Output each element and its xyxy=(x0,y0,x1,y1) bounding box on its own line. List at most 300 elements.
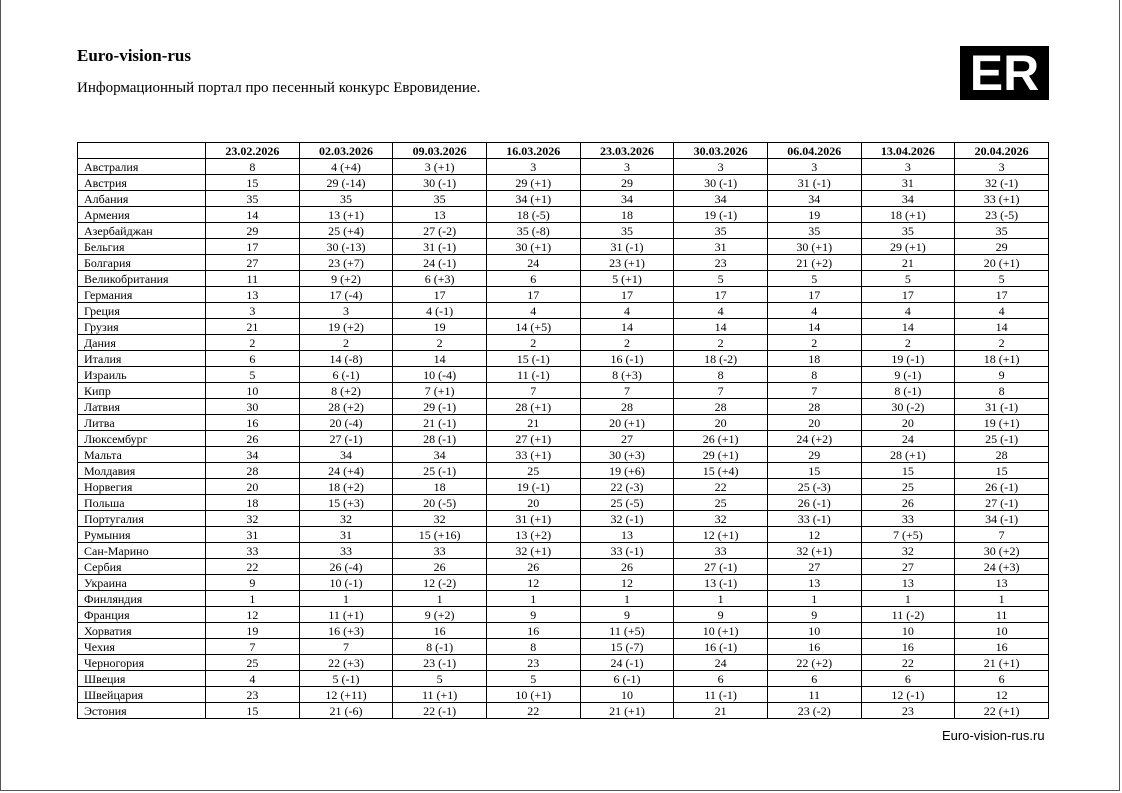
rank-cell: 28 (+2) xyxy=(299,399,393,415)
rank-cell: 32 (-1) xyxy=(955,175,1049,191)
rank-cell: 27 (-2) xyxy=(393,223,487,239)
date-column-header: 13.04.2026 xyxy=(861,143,955,159)
rank-cell: 25 xyxy=(861,479,955,495)
page-title: Euro-vision-rus xyxy=(77,46,191,65)
table-row xyxy=(78,511,1049,527)
table-row xyxy=(78,607,1049,623)
rank-cell: 11 (+1) xyxy=(299,607,393,623)
country-name-cell: Латвия xyxy=(78,399,206,415)
rank-cell: 4 xyxy=(206,671,300,687)
rank-cell: 25 (-1) xyxy=(393,463,487,479)
rank-cell: 6 xyxy=(861,671,955,687)
rank-cell: 33 (+1) xyxy=(955,191,1049,207)
date-column-header: 02.03.2026 xyxy=(299,143,393,159)
rank-cell: 14 (-8) xyxy=(299,351,393,367)
rank-cell: 12 (-2) xyxy=(393,575,487,591)
rank-cell: 32 (+1) xyxy=(486,543,580,559)
rank-cell: 10 xyxy=(206,383,300,399)
rank-cell: 28 (+1) xyxy=(486,399,580,415)
rank-cell: 12 xyxy=(767,527,861,543)
rank-cell: 1 xyxy=(955,591,1049,607)
rank-cell: 20 xyxy=(767,415,861,431)
rank-cell: 17 xyxy=(861,287,955,303)
rank-cell: 1 xyxy=(393,591,487,607)
rank-cell: 28 xyxy=(580,399,674,415)
rank-cell: 30 (+1) xyxy=(767,239,861,255)
rank-cell: 9 xyxy=(580,607,674,623)
rank-cell: 18 xyxy=(206,495,300,511)
rank-cell: 15 (+3) xyxy=(299,495,393,511)
rank-cell: 6 (+3) xyxy=(393,271,487,287)
rank-cell: 5 xyxy=(955,271,1049,287)
rank-cell: 1 xyxy=(767,591,861,607)
rank-cell: 8 xyxy=(767,367,861,383)
rank-cell: 7 xyxy=(206,639,300,655)
rank-cell: 21 (-1) xyxy=(393,415,487,431)
rank-cell: 26 xyxy=(206,431,300,447)
table-row xyxy=(78,655,1049,671)
rank-cell: 3 xyxy=(861,159,955,175)
rank-cell: 2 xyxy=(767,335,861,351)
table-row xyxy=(78,575,1049,591)
rank-cell: 10 xyxy=(580,687,674,703)
rank-cell: 19 (-1) xyxy=(861,351,955,367)
date-column-header: 30.03.2026 xyxy=(674,143,768,159)
rank-cell: 4 xyxy=(955,303,1049,319)
rank-cell: 2 xyxy=(955,335,1049,351)
rank-cell: 19 (+1) xyxy=(955,415,1049,431)
rank-cell: 27 (-1) xyxy=(955,495,1049,511)
table-row xyxy=(78,687,1049,703)
rank-cell: 26 xyxy=(486,559,580,575)
rank-cell: 2 xyxy=(580,335,674,351)
rank-cell: 3 xyxy=(767,159,861,175)
rank-cell: 16 xyxy=(486,623,580,639)
rank-cell: 32 (-1) xyxy=(580,511,674,527)
rank-cell: 16 xyxy=(767,639,861,655)
country-name-cell: Швейцария xyxy=(78,687,206,703)
date-column-header: 23.02.2026 xyxy=(206,143,300,159)
rank-cell: 22 (+1) xyxy=(955,703,1049,719)
date-column-header: 06.04.2026 xyxy=(767,143,861,159)
rank-cell: 16 xyxy=(206,415,300,431)
rank-cell: 5 xyxy=(393,671,487,687)
rank-cell: 2 xyxy=(486,335,580,351)
rank-cell: 7 xyxy=(674,383,768,399)
page-subtitle: Информационный портал про песенный конкурс Евровидение. xyxy=(77,80,481,96)
rank-cell: 27 (-1) xyxy=(299,431,393,447)
rank-cell: 34 xyxy=(393,447,487,463)
rank-cell: 31 (-1) xyxy=(767,175,861,191)
rank-cell: 13 (+2) xyxy=(486,527,580,543)
rank-cell: 32 (+1) xyxy=(767,543,861,559)
rank-cell: 35 xyxy=(674,223,768,239)
rank-cell: 20 (-5) xyxy=(393,495,487,511)
footer-site-link: Euro-vision-rus.ru xyxy=(942,728,1045,743)
country-name-cell: Австрия xyxy=(78,175,206,191)
rank-cell: 15 (+4) xyxy=(674,463,768,479)
rank-cell: 29 (-1) xyxy=(393,399,487,415)
rank-cell: 22 xyxy=(206,559,300,575)
rank-cell: 17 xyxy=(955,287,1049,303)
rank-cell: 16 (-1) xyxy=(580,351,674,367)
rank-cell: 2 xyxy=(674,335,768,351)
rank-cell: 22 (-1) xyxy=(393,703,487,719)
table-row xyxy=(78,383,1049,399)
rank-cell: 23 (-2) xyxy=(767,703,861,719)
rank-cell: 24 (-1) xyxy=(580,655,674,671)
rank-cell: 21 xyxy=(674,703,768,719)
rank-cell: 1 xyxy=(206,591,300,607)
rank-cell: 8 (-1) xyxy=(861,383,955,399)
table-row xyxy=(78,543,1049,559)
rank-cell: 19 (-1) xyxy=(486,479,580,495)
rank-cell: 24 (+4) xyxy=(299,463,393,479)
rank-cell: 20 xyxy=(861,415,955,431)
rank-cell: 34 xyxy=(767,191,861,207)
rank-cell: 17 xyxy=(486,287,580,303)
rank-cell: 28 xyxy=(206,463,300,479)
rank-cell: 15 xyxy=(955,463,1049,479)
rank-cell: 18 (+2) xyxy=(299,479,393,495)
rank-cell: 18 xyxy=(393,479,487,495)
rank-cell: 8 (-1) xyxy=(393,639,487,655)
date-column-header: 23.03.2026 xyxy=(580,143,674,159)
rank-cell: 9 (+2) xyxy=(299,271,393,287)
country-name-cell: Дания xyxy=(78,335,206,351)
rank-cell: 35 xyxy=(955,223,1049,239)
rank-cell: 11 xyxy=(955,607,1049,623)
rank-cell: 15 (-1) xyxy=(486,351,580,367)
rank-cell: 2 xyxy=(393,335,487,351)
rank-cell: 13 xyxy=(580,527,674,543)
rank-cell: 34 (+1) xyxy=(486,191,580,207)
rank-cell: 30 (-2) xyxy=(861,399,955,415)
country-name-cell: Израиль xyxy=(78,367,206,383)
table-row xyxy=(78,255,1049,271)
rank-cell: 19 xyxy=(767,207,861,223)
rank-cell: 15 (-7) xyxy=(580,639,674,655)
rank-cell: 29 (+1) xyxy=(861,239,955,255)
rank-cell: 17 xyxy=(767,287,861,303)
country-name-cell: Кипр xyxy=(78,383,206,399)
rank-cell: 35 xyxy=(299,191,393,207)
rank-cell: 34 xyxy=(861,191,955,207)
rank-cell: 19 xyxy=(206,623,300,639)
rank-cell: 23 (-5) xyxy=(955,207,1049,223)
rank-cell: 34 (-1) xyxy=(955,511,1049,527)
rank-cell: 1 xyxy=(861,591,955,607)
rank-cell: 13 xyxy=(767,575,861,591)
rank-cell: 23 xyxy=(206,687,300,703)
rank-cell: 18 (-5) xyxy=(486,207,580,223)
rank-cell: 12 xyxy=(580,575,674,591)
table-row xyxy=(78,463,1049,479)
rank-cell: 32 xyxy=(861,543,955,559)
rank-cell: 6 (-1) xyxy=(580,671,674,687)
rank-cell: 8 (+2) xyxy=(299,383,393,399)
rank-cell: 23 (+1) xyxy=(580,255,674,271)
rank-cell: 6 xyxy=(767,671,861,687)
rank-cell: 31 xyxy=(299,527,393,543)
rank-cell: 34 xyxy=(206,447,300,463)
rank-cell: 7 xyxy=(299,639,393,655)
country-name-cell: Бельгия xyxy=(78,239,206,255)
date-column-header: 20.04.2026 xyxy=(955,143,1049,159)
rank-cell: 14 xyxy=(861,319,955,335)
rank-cell: 15 xyxy=(767,463,861,479)
rank-cell: 9 xyxy=(674,607,768,623)
rank-cell: 26 (+1) xyxy=(674,431,768,447)
rank-cell: 27 xyxy=(861,559,955,575)
country-name-cell: Армения xyxy=(78,207,206,223)
rank-cell: 16 xyxy=(955,639,1049,655)
rank-cell: 29 xyxy=(767,447,861,463)
country-name-cell: Финляндия xyxy=(78,591,206,607)
rank-cell: 2 xyxy=(299,335,393,351)
rank-cell: 27 xyxy=(767,559,861,575)
country-name-cell: Швеция xyxy=(78,671,206,687)
rank-cell: 33 xyxy=(674,543,768,559)
rank-cell: 2 xyxy=(861,335,955,351)
table-row xyxy=(78,671,1049,687)
rank-cell: 31 xyxy=(674,239,768,255)
rank-cell: 26 (-1) xyxy=(955,479,1049,495)
rank-cell: 25 (-1) xyxy=(955,431,1049,447)
rank-cell: 21 xyxy=(861,255,955,271)
table-row xyxy=(78,239,1049,255)
rank-cell: 12 (-1) xyxy=(861,687,955,703)
rank-cell: 15 xyxy=(206,175,300,191)
table-row xyxy=(78,287,1049,303)
table-row xyxy=(78,191,1049,207)
country-name-cell: Франция xyxy=(78,607,206,623)
country-name-cell: Мальта xyxy=(78,447,206,463)
table-row xyxy=(78,159,1049,175)
rank-cell: 5 (+1) xyxy=(580,271,674,287)
rank-cell: 32 xyxy=(299,511,393,527)
rank-cell: 25 xyxy=(206,655,300,671)
rank-cell: 35 xyxy=(861,223,955,239)
rank-cell: 30 (+2) xyxy=(955,543,1049,559)
rank-cell: 4 xyxy=(674,303,768,319)
country-name-cell: Украина xyxy=(78,575,206,591)
table-corner-cell xyxy=(78,143,206,159)
rank-cell: 28 xyxy=(767,399,861,415)
rank-cell: 3 xyxy=(580,159,674,175)
table-row xyxy=(78,447,1049,463)
rank-cell: 24 xyxy=(861,431,955,447)
rank-cell: 17 xyxy=(674,287,768,303)
country-name-cell: Германия xyxy=(78,287,206,303)
table-row xyxy=(78,271,1049,287)
rank-cell: 10 xyxy=(767,623,861,639)
rank-cell: 29 xyxy=(955,239,1049,255)
rank-cell: 14 xyxy=(393,351,487,367)
rank-cell: 8 xyxy=(206,159,300,175)
rank-cell: 7 (+5) xyxy=(861,527,955,543)
rank-cell: 14 xyxy=(580,319,674,335)
rank-cell: 6 xyxy=(674,671,768,687)
country-name-cell: Австралия xyxy=(78,159,206,175)
table-row xyxy=(78,639,1049,655)
date-column-header: 16.03.2026 xyxy=(486,143,580,159)
rank-cell: 21 xyxy=(486,415,580,431)
rank-cell: 14 (+5) xyxy=(486,319,580,335)
rank-cell: 14 xyxy=(674,319,768,335)
rank-cell: 13 xyxy=(393,207,487,223)
rank-cell: 18 (-2) xyxy=(674,351,768,367)
rank-cell: 21 (+1) xyxy=(955,655,1049,671)
rank-cell: 24 (+3) xyxy=(955,559,1049,575)
table-row xyxy=(78,223,1049,239)
rank-cell: 5 xyxy=(486,671,580,687)
rank-cell: 9 (-1) xyxy=(861,367,955,383)
rank-cell: 13 xyxy=(955,575,1049,591)
rank-cell: 10 xyxy=(861,623,955,639)
rank-cell: 11 (+1) xyxy=(393,687,487,703)
rank-cell: 31 (-1) xyxy=(955,399,1049,415)
rank-cell: 6 xyxy=(486,271,580,287)
rank-cell: 22 xyxy=(674,479,768,495)
rank-cell: 9 xyxy=(206,575,300,591)
rank-cell: 11 xyxy=(206,271,300,287)
rank-cell: 21 xyxy=(206,319,300,335)
rank-cell: 35 xyxy=(206,191,300,207)
rank-cell: 9 (+2) xyxy=(393,607,487,623)
rank-cell: 31 (-1) xyxy=(393,239,487,255)
rank-cell: 3 (+1) xyxy=(393,159,487,175)
table-body xyxy=(78,159,1049,719)
rank-cell: 26 xyxy=(861,495,955,511)
rank-cell: 3 xyxy=(674,159,768,175)
rank-cell: 25 xyxy=(674,495,768,511)
table-row xyxy=(78,415,1049,431)
rank-cell: 25 (-5) xyxy=(580,495,674,511)
rank-cell: 29 (+1) xyxy=(486,175,580,191)
rank-cell: 3 xyxy=(299,303,393,319)
rank-cell: 30 (-1) xyxy=(674,175,768,191)
rank-cell: 5 xyxy=(674,271,768,287)
rank-cell: 33 (-1) xyxy=(767,511,861,527)
rank-cell: 6 (-1) xyxy=(299,367,393,383)
rank-cell: 31 xyxy=(861,175,955,191)
rank-cell: 33 xyxy=(206,543,300,559)
rank-cell: 21 (-6) xyxy=(299,703,393,719)
rank-cell: 30 (+3) xyxy=(580,447,674,463)
table-row xyxy=(78,495,1049,511)
rank-cell: 26 xyxy=(580,559,674,575)
rank-cell: 24 xyxy=(486,255,580,271)
rank-cell: 29 xyxy=(206,223,300,239)
rank-cell: 14 xyxy=(767,319,861,335)
table-row xyxy=(78,319,1049,335)
rank-cell: 3 xyxy=(955,159,1049,175)
rank-cell: 4 xyxy=(767,303,861,319)
rank-cell: 11 (+5) xyxy=(580,623,674,639)
rank-cell: 12 (+1) xyxy=(674,527,768,543)
rank-cell: 7 xyxy=(767,383,861,399)
rank-cell: 7 xyxy=(486,383,580,399)
rank-cell: 18 (+1) xyxy=(861,207,955,223)
ranking-table xyxy=(77,142,1049,719)
rank-cell: 15 xyxy=(206,703,300,719)
rank-cell: 23 xyxy=(486,655,580,671)
rank-cell: 10 (+1) xyxy=(674,623,768,639)
rank-cell: 8 (+3) xyxy=(580,367,674,383)
rank-cell: 13 (-1) xyxy=(674,575,768,591)
rank-cell: 3 xyxy=(486,159,580,175)
rank-cell: 12 xyxy=(955,687,1049,703)
rank-cell: 23 xyxy=(674,255,768,271)
rank-cell: 18 (+1) xyxy=(955,351,1049,367)
country-name-cell: Румыния xyxy=(78,527,206,543)
country-name-cell: Сербия xyxy=(78,559,206,575)
rank-cell: 20 xyxy=(206,479,300,495)
rank-cell: 11 (-2) xyxy=(861,607,955,623)
rank-cell: 35 xyxy=(767,223,861,239)
rank-cell: 25 (-3) xyxy=(767,479,861,495)
rank-cell: 10 (+1) xyxy=(486,687,580,703)
rank-cell: 8 xyxy=(486,639,580,655)
table-row xyxy=(78,207,1049,223)
rank-cell: 13 xyxy=(861,575,955,591)
rank-cell: 8 xyxy=(674,367,768,383)
rank-cell: 34 xyxy=(580,191,674,207)
rank-cell: 15 xyxy=(861,463,955,479)
rank-cell: 11 xyxy=(767,687,861,703)
rank-cell: 16 (-1) xyxy=(674,639,768,655)
rank-cell: 26 xyxy=(393,559,487,575)
rank-cell: 4 (-1) xyxy=(393,303,487,319)
table-row xyxy=(78,351,1049,367)
rank-cell: 4 xyxy=(486,303,580,319)
table-row xyxy=(78,399,1049,415)
rank-cell: 22 xyxy=(486,703,580,719)
country-name-cell: Азербайджан xyxy=(78,223,206,239)
table-row xyxy=(78,703,1049,719)
rank-cell: 22 (+2) xyxy=(767,655,861,671)
rank-cell: 22 (+3) xyxy=(299,655,393,671)
rank-cell: 30 (-13) xyxy=(299,239,393,255)
rank-cell: 20 xyxy=(486,495,580,511)
rank-cell: 2 xyxy=(206,335,300,351)
rank-cell: 31 (+1) xyxy=(486,511,580,527)
country-name-cell: Греция xyxy=(78,303,206,319)
rank-cell: 30 (+1) xyxy=(486,239,580,255)
rank-cell: 9 xyxy=(767,607,861,623)
rank-cell: 17 xyxy=(393,287,487,303)
rank-cell: 17 xyxy=(580,287,674,303)
country-name-cell: Черногория xyxy=(78,655,206,671)
table-row xyxy=(78,623,1049,639)
country-name-cell: Албания xyxy=(78,191,206,207)
rank-cell: 18 xyxy=(767,351,861,367)
table-row xyxy=(78,527,1049,543)
country-name-cell: Чехия xyxy=(78,639,206,655)
table-row xyxy=(78,591,1049,607)
rank-cell: 1 xyxy=(299,591,393,607)
table-row xyxy=(78,335,1049,351)
country-name-cell: Молдавия xyxy=(78,463,206,479)
rank-cell: 27 xyxy=(580,431,674,447)
rank-cell: 13 (+1) xyxy=(299,207,393,223)
country-name-cell: Люксембург xyxy=(78,431,206,447)
rank-cell: 35 xyxy=(580,223,674,239)
rank-cell: 28 (-1) xyxy=(393,431,487,447)
rank-cell: 20 (+1) xyxy=(580,415,674,431)
rank-cell: 34 xyxy=(674,191,768,207)
